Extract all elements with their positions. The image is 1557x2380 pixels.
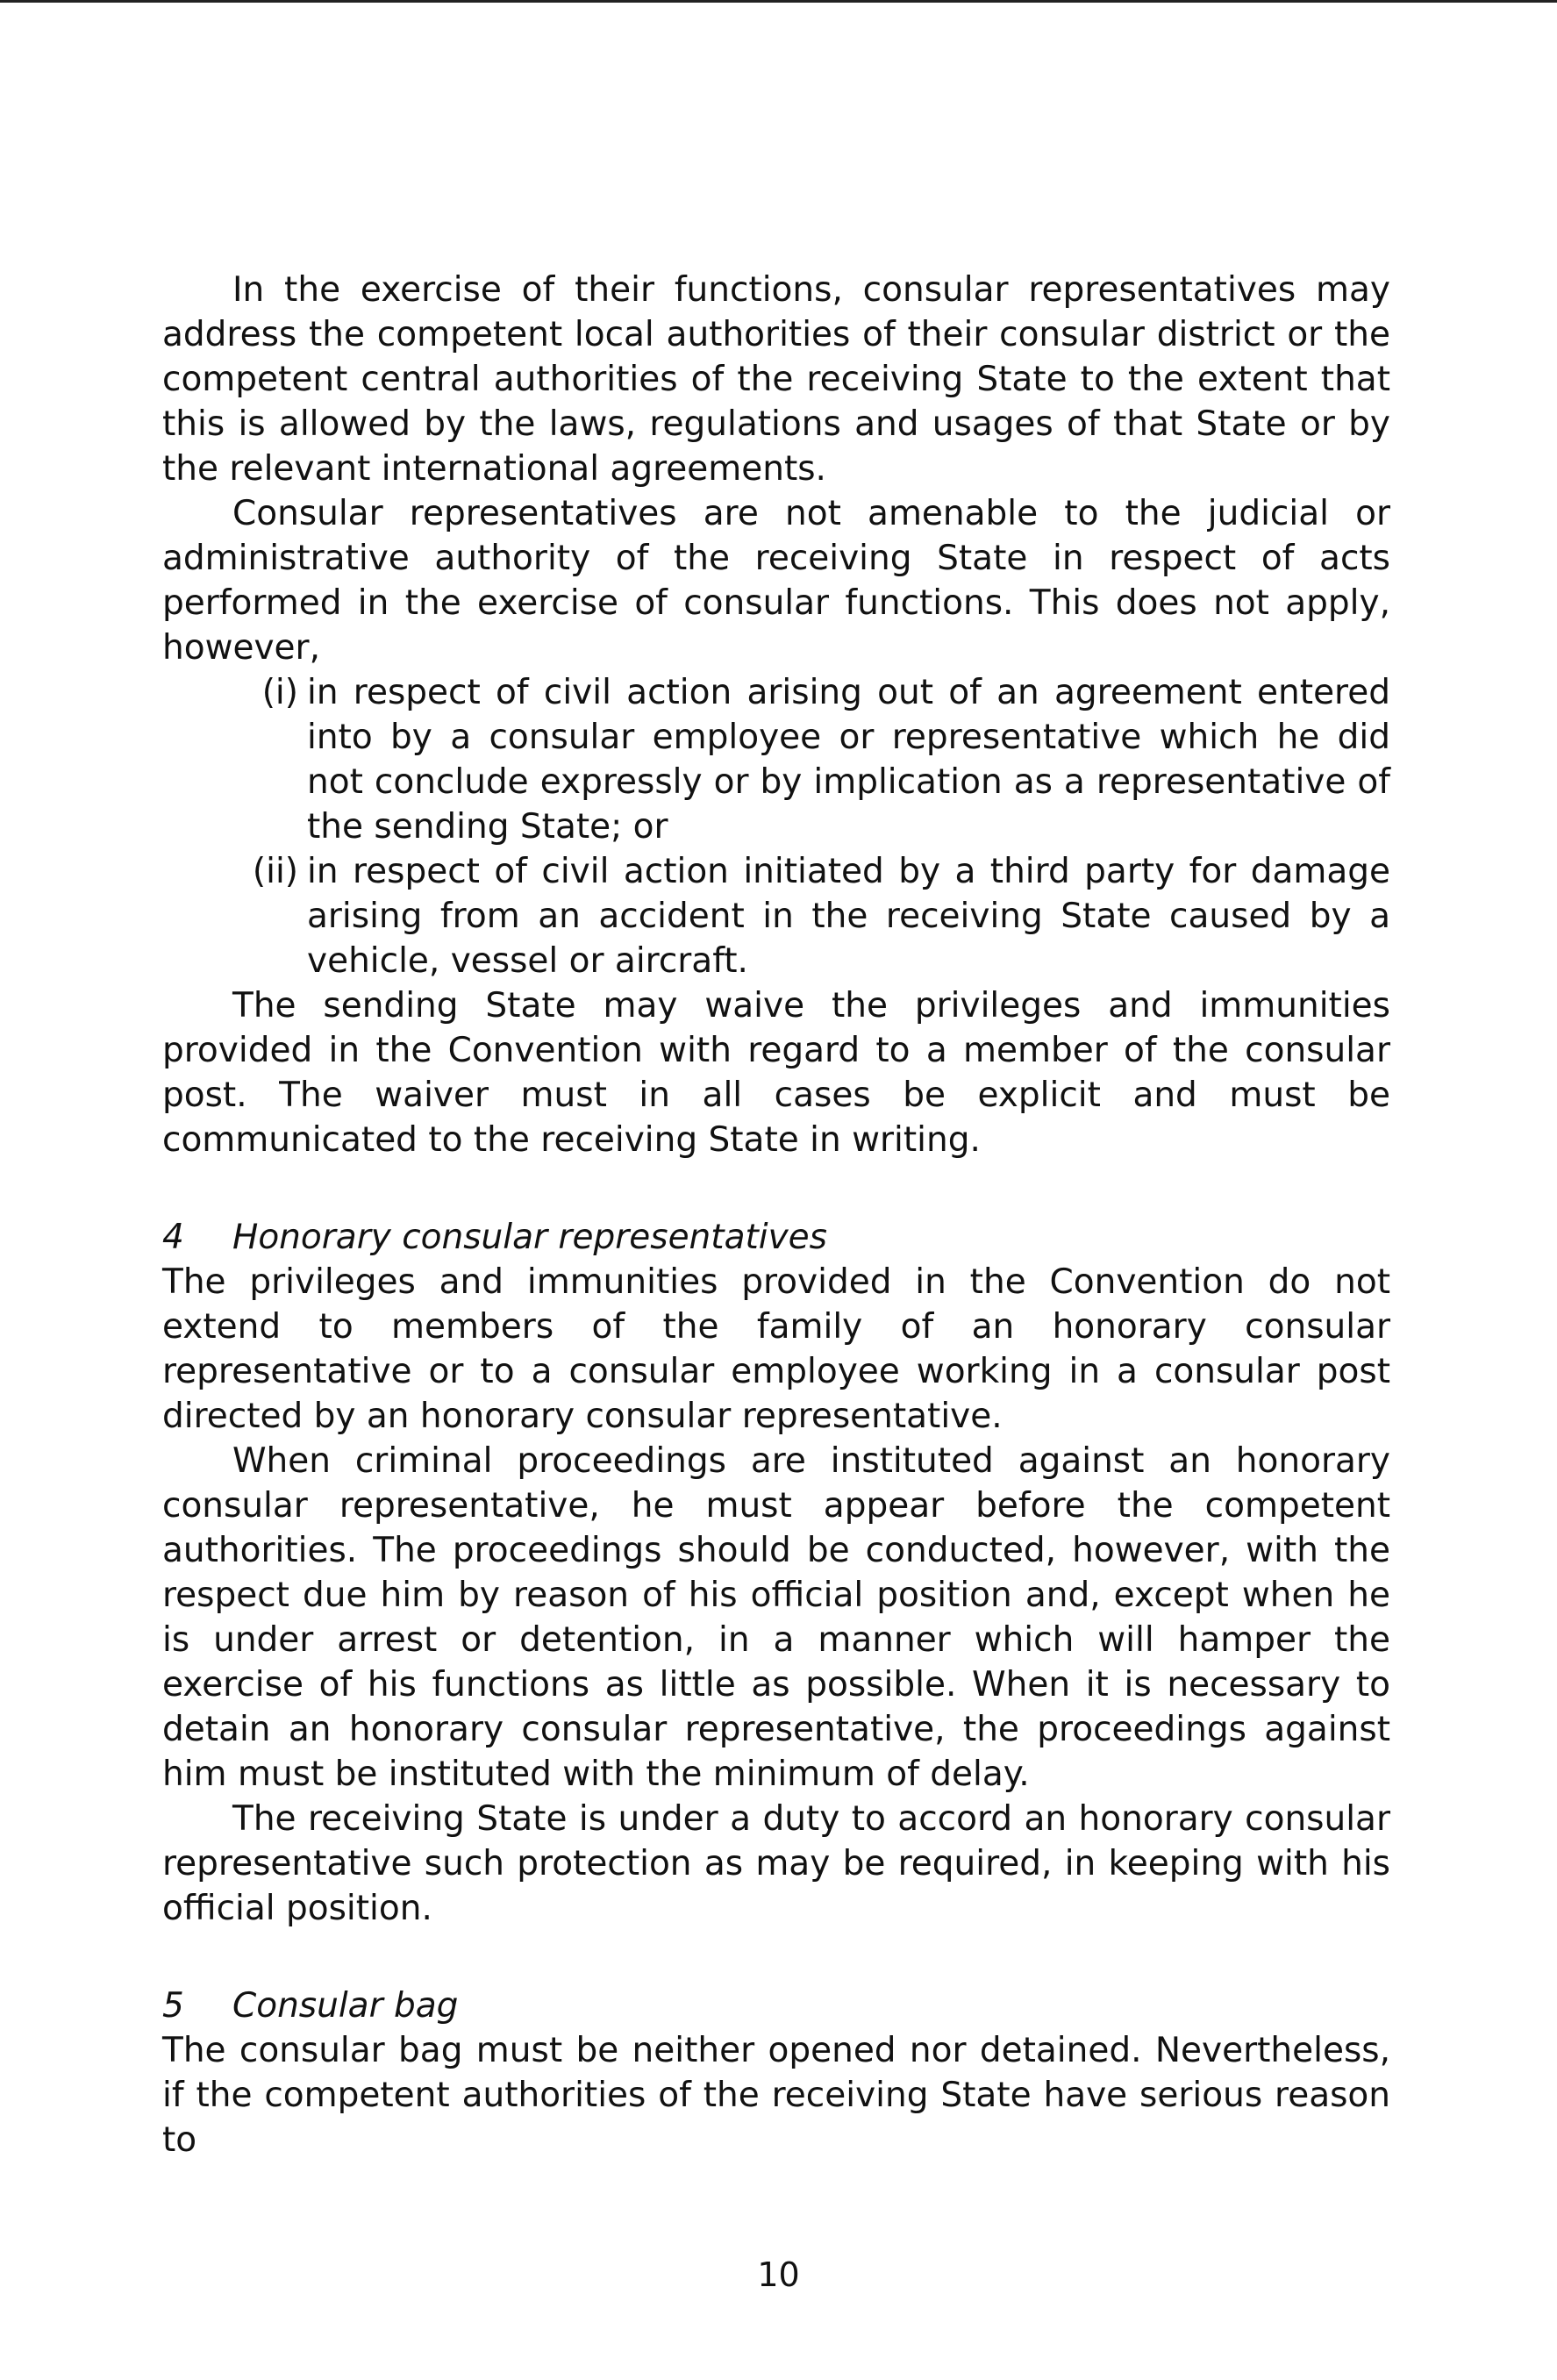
intro-paragraph-2: Consular representatives are not amenable to the judicial or administrative authority of the receiving State in respect of acts performed in the exercise of consular functions. This does not apply, however,: [162, 494, 1390, 668]
section-5-paragraph-1: The consular bag must be neither opened nor detained. Nevertheless, if the competent authorities of the receiving State have serious reason to: [162, 2031, 1390, 2160]
list-text-ii: in respect of civil action initiated by a third party for damage arising from an accident in the receiving State caused by a vehicle, vessel or aircraft.: [307, 852, 1390, 981]
intro-paragraph-1: In the exercise of their functions, consular representatives may address the competent local authorities of their consular district or the competent central authorities of the receiving State to the extent that this is allowed by the laws, regulations and usages of that State or by the relevant international agreements.: [162, 270, 1390, 489]
list-item-i: [162, 670, 1390, 849]
intro-paragraph-3: The sending State may waive the privileges and immunities provided in the Convention with regard to a member of the consular post. The waiver must in all cases be explicit and must be communicated to the receiving State in writing.: [162, 986, 1390, 1160]
list-marker-i: (i): [261, 673, 298, 712]
section-4-paragraph-3: The receiving State is under a duty to accord an honorary consular representative such protection as may be required, in keeping with his official position.: [162, 1799, 1390, 1928]
section-5-heading: [162, 1983, 1390, 2028]
page-number: 10: [757, 2255, 800, 2294]
section-4-title: Honorary consular representatives: [232, 1218, 827, 1257]
section-4-paragraph-2: When criminal proceedings are instituted against an honorary consular representative, he must appear before the competent authorities. The proceedings should be conducted, however, with the respect due him by reason of his official position and, except when he is under arrest or detention, in a manner which will hamper the exercise of his functions as little as possible. When it is necessary to detain an honorary consular representative, the proceedings against him must be instituted with the minimum of delay.: [162, 1441, 1390, 1794]
list-text-i: in respect of civil action arising out of an agreement entered into by a consular employee or representative which he did not conclude expressly or by implication as a representative of the sending State; or: [307, 673, 1390, 847]
section-5-number: 5: [162, 1986, 184, 2026]
section-5-title: Consular bag: [232, 1986, 459, 2026]
list-item-ii: [162, 849, 1390, 983]
top-edge-rule: [0, 0, 1557, 3]
page-body: [162, 268, 1390, 2162]
section-4-paragraph-1: The privileges and immunities provided in the Convention do not extend to members of the family of an honorary consular representative or to a consular employee working in a consular post directed by an honorary consular representative.: [162, 1262, 1390, 1436]
section-4-number: 4: [162, 1218, 184, 1257]
list-marker-ii: (ii): [252, 852, 298, 891]
section-4-heading: [162, 1215, 1390, 1260]
